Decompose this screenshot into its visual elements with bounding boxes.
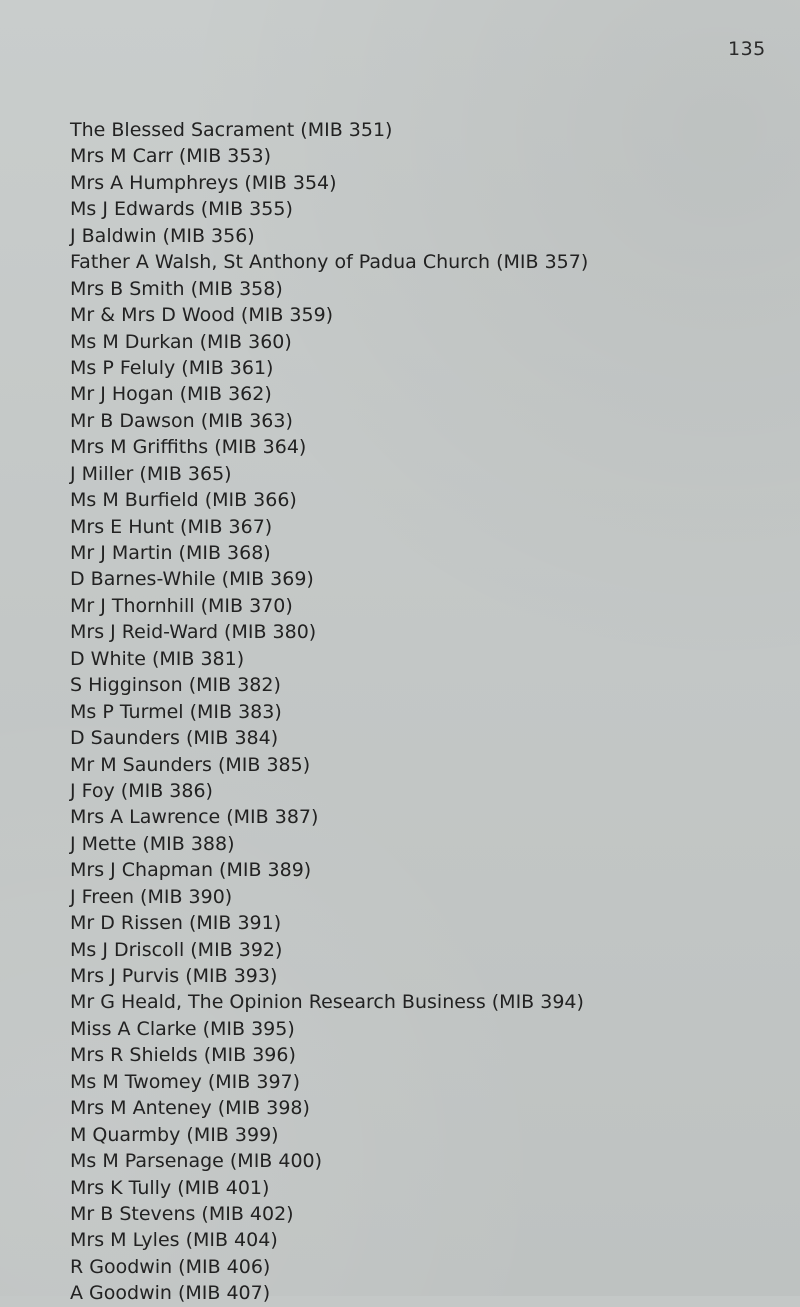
list-item: Mr B Dawson (MIB 363) bbox=[70, 409, 293, 432]
page-number: 135 bbox=[728, 38, 766, 60]
list-item: Mr B Stevens (MIB 402) bbox=[70, 1202, 294, 1225]
list-item: Mrs A Humphreys (MIB 354) bbox=[70, 171, 337, 194]
list-item: A Goodwin (MIB 407) bbox=[70, 1282, 271, 1305]
list-item: Mrs A Lawrence (MIB 387) bbox=[70, 806, 319, 829]
list-item: Mrs M Lyles (MIB 404) bbox=[70, 1229, 278, 1252]
list-item: Ms J Edwards (MIB 355) bbox=[70, 198, 293, 221]
list-item: Mrs J Chapman (MIB 389) bbox=[70, 859, 312, 882]
list-item: Mr J Thornhill (MIB 370) bbox=[70, 594, 293, 617]
list-item: J Baldwin (MIB 356) bbox=[70, 224, 255, 247]
list-item: Mrs E Hunt (MIB 367) bbox=[70, 515, 273, 538]
list-item: Mrs R Shields (MIB 396) bbox=[70, 1044, 296, 1067]
list-item: D Saunders (MIB 384) bbox=[70, 727, 279, 750]
list-item: Mr G Heald, The Opinion Research Business (MIB 394) bbox=[70, 991, 584, 1014]
list-item: S Higginson (MIB 382) bbox=[70, 674, 281, 697]
list-item: Mr D Rissen (MIB 391) bbox=[70, 912, 282, 935]
list-item: Ms P Feluly (MIB 361) bbox=[70, 356, 274, 379]
list-item: Mrs B Smith (MIB 358) bbox=[70, 277, 283, 300]
donor-list bbox=[70, 117, 588, 1307]
list-item: D Barnes-While (MIB 369) bbox=[70, 568, 314, 591]
list-item: Ms J Driscoll (MIB 392) bbox=[70, 938, 283, 961]
list-item: Ms P Turmel (MIB 383) bbox=[70, 700, 282, 723]
list-item: Mrs M Griffiths (MIB 364) bbox=[70, 436, 307, 459]
list-item: Mrs J Purvis (MIB 393) bbox=[70, 965, 278, 987]
list-item: Mrs J Reid-Ward (MIB 380) bbox=[70, 621, 317, 644]
list-item: Mr M Saunders (MIB 385) bbox=[70, 753, 311, 776]
list-item: J Freen (MIB 390) bbox=[70, 885, 233, 908]
list-item: Mr J Hogan (MIB 362) bbox=[70, 383, 272, 406]
list-item: Mrs M Carr (MIB 353) bbox=[70, 145, 271, 168]
list-item: Ms M Parsenage (MIB 400) bbox=[70, 1150, 323, 1173]
list-item: J Miller (MIB 365) bbox=[70, 462, 232, 485]
list-item: Ms M Twomey (MIB 397) bbox=[70, 1070, 301, 1093]
list-item: Ms M Durkan (MIB 360) bbox=[70, 330, 292, 353]
list-item: Mrs K Tully (MIB 401) bbox=[70, 1176, 270, 1199]
list-item: J Mette (MIB 388) bbox=[70, 832, 235, 855]
list-item: Mrs M Anteney (MIB 398) bbox=[70, 1097, 310, 1120]
list-item: Miss A Clarke (MIB 395) bbox=[70, 1017, 295, 1040]
list-item: Father A Walsh, St Anthony of Padua Church (MIB 357) bbox=[70, 251, 589, 274]
list-item: Mr & Mrs D Wood (MIB 359) bbox=[70, 304, 334, 327]
list-item: D White (MIB 381) bbox=[70, 647, 245, 670]
list-item: Ms M Burfield (MIB 366) bbox=[70, 489, 297, 512]
list-item: Mr J Martin (MIB 368) bbox=[70, 542, 271, 564]
list-item: The Blessed Sacrament (MIB 351) bbox=[70, 119, 393, 141]
list-item: J Foy (MIB 386) bbox=[70, 779, 213, 802]
list-item: R Goodwin (MIB 406) bbox=[70, 1255, 271, 1278]
list-item: M Quarmby (MIB 399) bbox=[70, 1123, 279, 1146]
